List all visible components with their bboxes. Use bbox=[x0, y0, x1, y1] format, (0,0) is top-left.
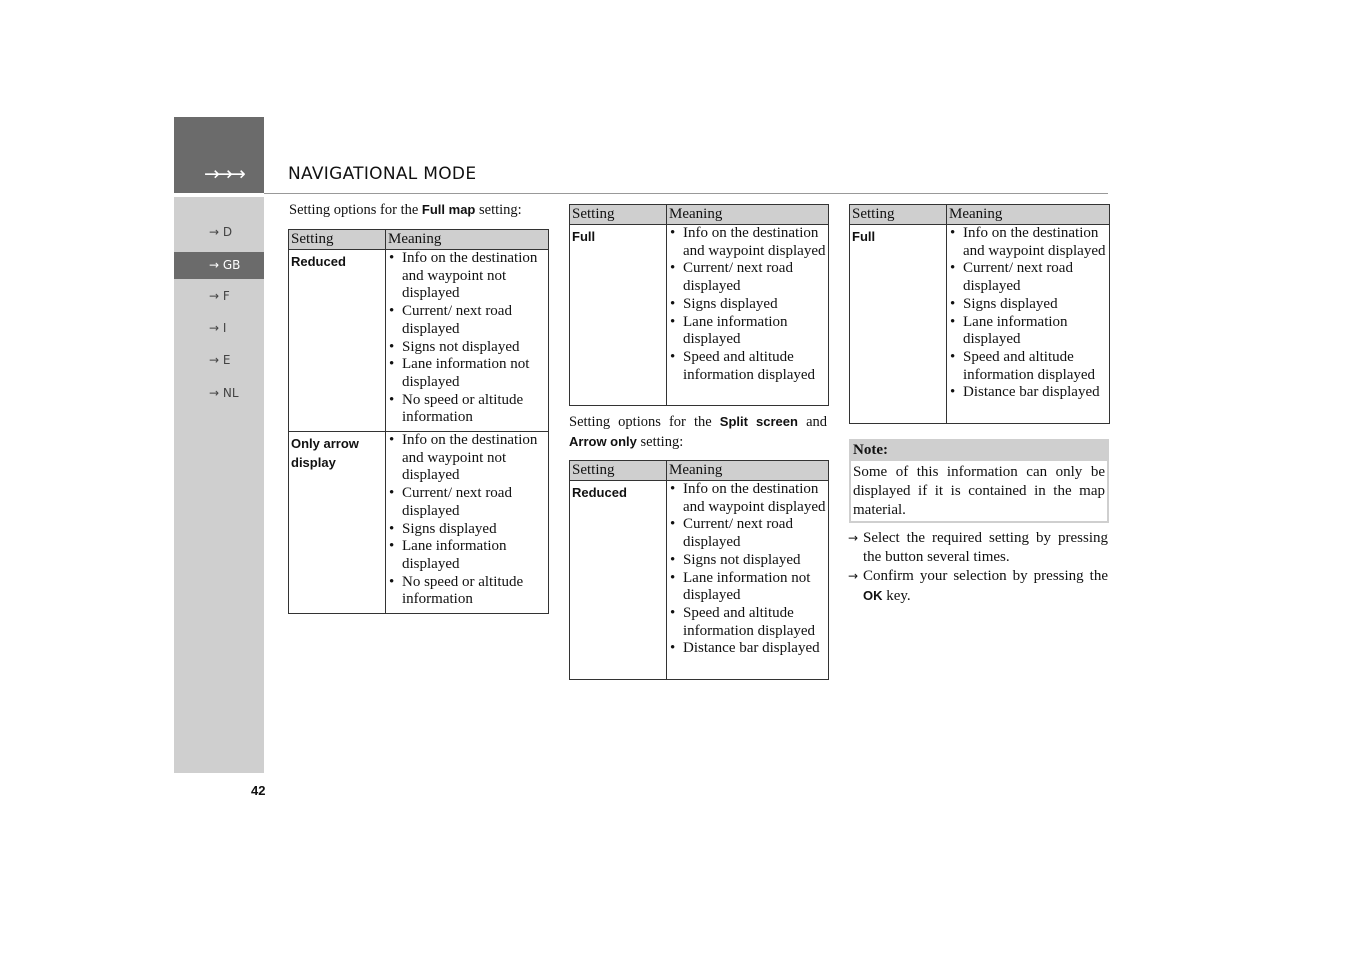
setting-cell: Reduced bbox=[289, 250, 386, 432]
column-header-meaning: Meaning bbox=[667, 205, 829, 225]
full-map-table-continued bbox=[569, 204, 829, 406]
list-item: • Info on the destination and waypoint displayed bbox=[949, 225, 1107, 260]
list-item: • Current/ next road displayed bbox=[669, 260, 826, 295]
column-header-meaning: Meaning bbox=[947, 205, 1110, 225]
list-item: • No speed or altitude information bbox=[388, 574, 546, 609]
setting-cell: Full bbox=[850, 225, 947, 424]
language-item-i[interactable]: → I bbox=[209, 321, 227, 335]
caption-text: setting: bbox=[636, 434, 684, 450]
list-item: • Signs displayed bbox=[388, 521, 546, 539]
step-text: Confirm your selection by pressing the bbox=[863, 568, 1108, 584]
column-header-setting: Setting bbox=[850, 205, 947, 225]
list-item: • Distance bar displayed bbox=[949, 384, 1107, 402]
meaning-cell bbox=[667, 225, 829, 406]
column-header-setting: Setting bbox=[570, 205, 667, 225]
list-item: • Current/ next road displayed bbox=[669, 516, 826, 551]
list-item: • Speed and altitude information displayed bbox=[949, 349, 1107, 384]
ok-key-label: OK bbox=[863, 588, 883, 603]
arrow-right-icon: → bbox=[848, 569, 859, 583]
step-text: key. bbox=[882, 588, 911, 604]
meaning-cell bbox=[386, 250, 549, 432]
column-header-setting: Setting bbox=[570, 461, 667, 481]
table-row bbox=[289, 250, 549, 432]
column-header-meaning: Meaning bbox=[386, 230, 549, 250]
setting-cell: Only arrow display bbox=[289, 432, 386, 614]
language-item-gb[interactable]: → GB bbox=[174, 252, 264, 279]
caption-text: Setting options for the bbox=[569, 414, 720, 430]
list-item: • Speed and altitude information displayed bbox=[669, 605, 826, 640]
table-row bbox=[850, 225, 1110, 424]
split-screen-table-continued bbox=[849, 204, 1110, 424]
setting-cell: Full bbox=[570, 225, 667, 406]
meaning-cell bbox=[667, 481, 829, 680]
list-item: • Info on the destination and waypoint not displayed bbox=[388, 432, 546, 485]
list-item: • Current/ next road displayed bbox=[388, 303, 546, 338]
column-header-setting: Setting bbox=[289, 230, 386, 250]
list-item: • Lane information not displayed bbox=[669, 570, 826, 605]
setting-cell: Reduced bbox=[570, 481, 667, 680]
note-heading: Note: bbox=[851, 441, 1107, 461]
list-item: • Lane information not displayed bbox=[388, 356, 546, 391]
step-select bbox=[848, 529, 1108, 567]
list-item: • Signs displayed bbox=[949, 296, 1107, 314]
triple-arrow-icon: →→→ bbox=[204, 163, 243, 185]
step-text: Select the required setting by pressing the button several times. bbox=[863, 530, 1108, 565]
caption-text: Setting options for the bbox=[289, 202, 422, 218]
list-item: • Current/ next road displayed bbox=[949, 260, 1107, 295]
caption-text: setting: bbox=[475, 202, 522, 218]
instruction-steps bbox=[848, 529, 1108, 606]
caption-text: and bbox=[797, 414, 827, 430]
table-row bbox=[570, 481, 829, 680]
note-text: Some of this information can only be displayed if it is contained in the map material. bbox=[853, 464, 1105, 518]
note-box bbox=[849, 439, 1109, 523]
language-item-nl[interactable]: → NL bbox=[209, 386, 239, 400]
page-title: NAVIGATIONAL MODE bbox=[288, 164, 477, 184]
split-screen-caption bbox=[569, 412, 827, 452]
language-item-f[interactable]: → F bbox=[209, 289, 230, 303]
list-item: • Signs not displayed bbox=[388, 339, 546, 357]
list-item: • Distance bar displayed bbox=[669, 640, 826, 658]
arrow-right-icon: → bbox=[848, 531, 859, 545]
caption-key: Split screen bbox=[719, 414, 798, 429]
table-row bbox=[570, 225, 829, 406]
list-item: • Info on the destination and waypoint displayed bbox=[669, 225, 826, 260]
split-screen-table bbox=[569, 460, 829, 680]
language-item-d[interactable]: → D bbox=[209, 225, 233, 239]
meaning-cell bbox=[386, 432, 549, 614]
language-item-e[interactable]: → E bbox=[209, 353, 231, 367]
meaning-cell bbox=[947, 225, 1110, 424]
list-item: • Speed and altitude information displayed bbox=[669, 349, 826, 384]
caption-key: Full map bbox=[421, 202, 476, 217]
list-item: • Info on the destination and waypoint not displayed bbox=[388, 250, 546, 303]
list-item: • Lane information displayed bbox=[388, 538, 546, 573]
step-confirm bbox=[848, 567, 1108, 606]
full-map-caption bbox=[289, 200, 549, 220]
caption-key: Arrow only bbox=[569, 434, 637, 449]
list-item: • No speed or altitude information bbox=[388, 392, 546, 427]
language-sidebar bbox=[174, 197, 264, 773]
table-row bbox=[289, 432, 549, 614]
page-number: 42 bbox=[251, 783, 266, 798]
list-item: • Signs displayed bbox=[669, 296, 826, 314]
chapter-tab bbox=[174, 117, 264, 193]
list-item: • Current/ next road displayed bbox=[388, 485, 546, 520]
list-item: • Signs not displayed bbox=[669, 552, 826, 570]
title-divider bbox=[264, 193, 1108, 194]
full-map-table bbox=[288, 229, 549, 614]
list-item: • Lane information displayed bbox=[949, 314, 1107, 349]
column-header-meaning: Meaning bbox=[667, 461, 829, 481]
list-item: • Info on the destination and waypoint displayed bbox=[669, 481, 826, 516]
list-item: • Lane information displayed bbox=[669, 314, 826, 349]
